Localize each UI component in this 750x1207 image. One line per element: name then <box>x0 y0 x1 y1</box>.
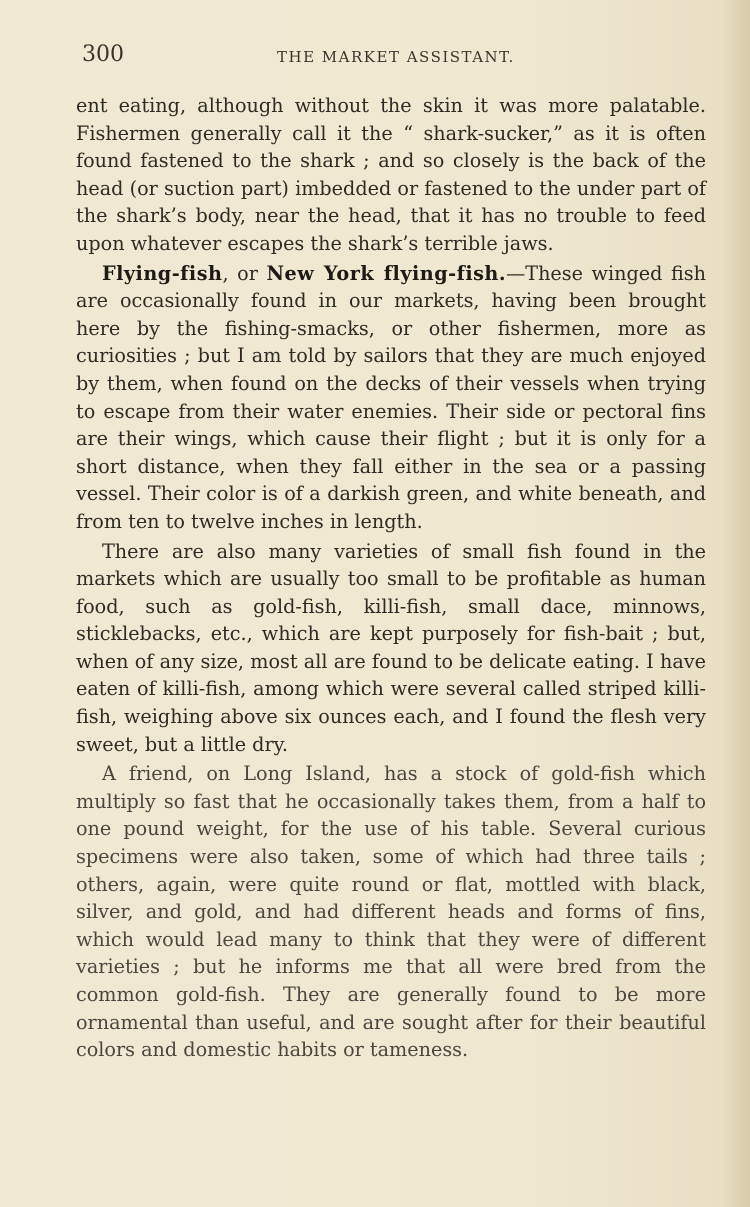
paragraph-small-fish: There are also many varieties of small fish found in the markets which are usually too small to be profitable as human food, such as gold-fish, killi-fish, small dace, minnows, sticklebacks, etc., which are kept purposely for fish-bait ; but, when of any size, most all are found to be delicate eating. I have eaten of killi-fish, among which were several called striped killi-fish, weighing above six ounces each, and I found the flesh very sweet, but a little dry. <box>76 539 706 756</box>
paragraph-shark-sucker: ent eating, although without the skin it was more palatable. Fishermen generally call it the “ shark-sucker,” as it is often found fastened to the shark ; and so closely is the back of the head (or suction part) imbedded or fastened to the under part of the shark’s body, near the head, that it has no trouble to feed upon whatever escapes the shark’s terrible jaws. <box>76 94 706 255</box>
paragraph-flying-fish <box>76 260 706 536</box>
page-header <box>82 42 700 72</box>
entry-term-new-york-flying-fish: New York flying-fish <box>266 261 499 285</box>
entry-term-flying-fish: Flying-fish <box>102 261 223 285</box>
entry-term-end: . <box>498 261 507 285</box>
paragraph-flying-fish-text: —These winged fish are occasionally found in our markets, having been brought here by the fishing-smacks, or other fishermen, more as curiosities ; but I am told by sailors that they are much enjoyed by them, when found on the decks of their vessels when trying to escape from their water enemies. Their side or pectoral fins are their wings, which cause their flight ; but it is only for a short distance, when they fall either in the sea or a passing vessel. Their color is of a darkish green, and white beneath, and from ten to twelve inches in length. <box>76 261 706 533</box>
body-text <box>76 92 706 1064</box>
paragraph-gold-fish: A friend, on Long Island, has a stock of gold-fish which multiply so fast that he occasionally takes them, from a half to one pound weight, for the use of his table. Several curious specimens were also taken, some of which had three tails ; others, again, were quite round or flat, mottled with black, silver, and gold, and had different heads and forms of fins, which would lead many to think that they were of different varieties ; but he informs me that all were bred from the common gold-fish. They are generally found to be more ornamental than useful, and are sought after for their beautiful colors and domestic habits or tameness. <box>76 762 706 1062</box>
running-title: THE MARKET ASSISTANT. <box>277 48 515 66</box>
page-number: 300 <box>82 42 124 67</box>
entry-joiner: , or <box>222 261 267 285</box>
